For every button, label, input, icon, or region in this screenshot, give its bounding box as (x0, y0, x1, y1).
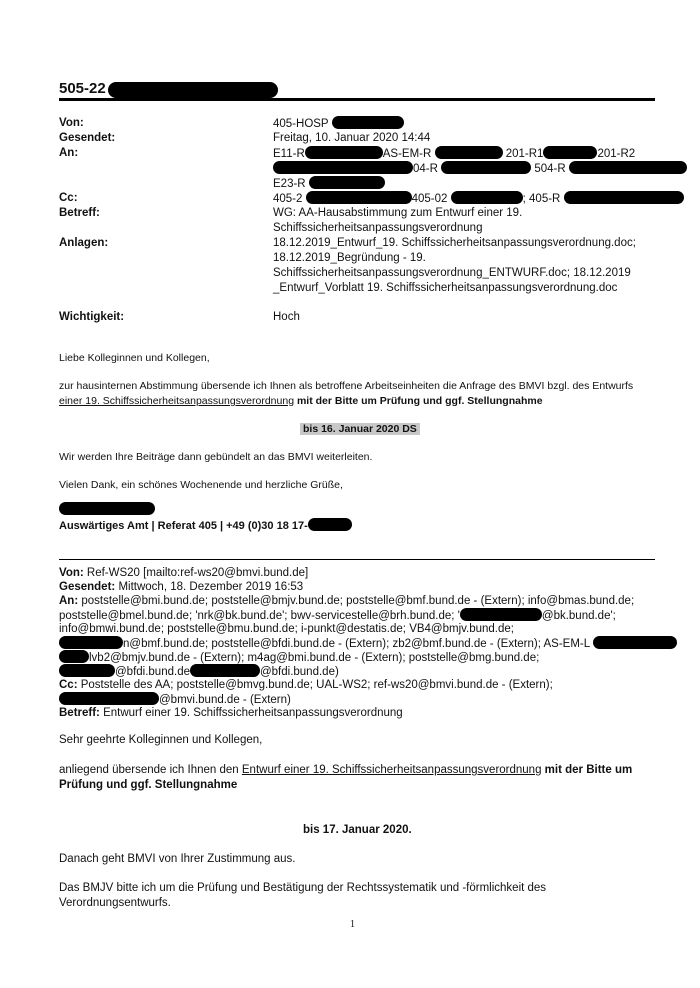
body-line-2: einer 19. Schiffssicherheitsanpassungsverordnung mit der Bitte um Prüfung und ggf. Stellungnahme (59, 395, 543, 407)
mail2-to-line-6: @bfdi.bund.de @bfdi.bund.de) (59, 664, 339, 679)
to-line-2: 04-R 504-R (273, 161, 687, 176)
label-from: Von: (59, 117, 84, 129)
redaction (593, 636, 677, 649)
label-cc: Cc: (59, 192, 78, 204)
mail2-greeting: Sehr geehrte Kolleginnen und Kollegen, (59, 734, 263, 746)
mail2-cc-line-2: @bmvi.bund.de - (Extern) (59, 692, 291, 707)
redaction (435, 146, 503, 159)
redaction (59, 692, 159, 705)
page-number: 1 (350, 919, 355, 930)
label-to: An: (59, 147, 79, 159)
signature: Auswärtiges Amt | Referat 405 | +49 (0)30 18 17- (59, 518, 352, 532)
label-attachments: Anlagen: (59, 237, 109, 249)
mail2-to-line-2: poststelle@bmel.bund.de; 'nrk@bk.bund.de'; bwv-servicestelle@brh.bund.de; ' @bk.bund.de'; (59, 610, 616, 622)
mail2-sent: Gesendet: Mittwoch, 18. Dezember 2019 16:53 (59, 581, 304, 593)
to-line-1: E11-R AS-EM-R 201-R1 201-R2 (273, 148, 636, 160)
redaction (108, 82, 278, 98)
mail2-body-line-4: Das BMJV bitte ich um die Prüfung und Bestätigung der Rechtssystematik und -förmlichkeit des (59, 882, 547, 894)
mail2-body-link[interactable]: Entwurf einer 19. Schiffssicherheitsanpassungsverordnung (241, 764, 542, 776)
subject-line-1: WG: AA-Hausabstimmung zum Entwurf einer 19. (273, 207, 523, 219)
attachments-line-2: 18.12.2019_Begründung - 19. (273, 252, 426, 264)
closing: Vielen Dank, ein schönes Wochenende und herzliche Grüße, (59, 479, 343, 491)
redaction (332, 116, 404, 129)
redaction (569, 161, 687, 174)
mail2-to-line-5: lvb2@bmjv.bund.de - (Extern); m4ag@bmi.bund.de - (Extern); poststelle@bmg.bund.de; (59, 650, 539, 665)
redaction (59, 650, 89, 663)
redaction (460, 608, 542, 621)
cc-value: 405-2 405-02 ; 405-R (273, 191, 684, 206)
separator-rule (59, 559, 655, 560)
label-subject: Betreff: (59, 207, 100, 219)
redaction (59, 502, 155, 515)
redaction (441, 161, 531, 174)
mail2-from: Von: Ref-WS20 [mailto:ref-ws20@bmvi.bund.de] (59, 567, 309, 579)
redaction (309, 176, 385, 189)
label-importance: Wichtigkeit: (59, 311, 125, 323)
mail2-to-line-4: n@bmf.bund.de; poststelle@bfdi.bund.de - (Extern); zb2@bmf.bund.de - (Extern); AS-EM-L (59, 636, 677, 651)
body-line-3: Wir werden Ihre Beiträge dann gebündelt an das BMVI weiterleiten. (59, 451, 373, 463)
redaction (273, 161, 413, 174)
mail2-body-line-1: anliegend übersende ich Ihnen den Entwurf einer 19. Schiffssicherheitsanpassungsverordnung mit der Bitte um (59, 764, 633, 776)
subject-line-2: Schiffssicherheitsanpassungsverordnung (273, 222, 483, 234)
redaction (543, 146, 597, 159)
to-line-3: E23-R (273, 176, 385, 191)
body-link[interactable]: einer 19. Schiffssicherheitsanpassungsverordnung (59, 395, 295, 407)
mail2-body-line-5: Verordnungsentwurfs. (59, 897, 171, 909)
from-value: 405-HOSP (273, 116, 404, 131)
mail2-subject: Betreff: Entwurf einer 19. Schiffssicherheitsanpassungsverordnung (59, 707, 403, 719)
redaction (564, 191, 684, 204)
deadline-highlight: bis 16. Januar 2020 DS (300, 423, 420, 435)
mail2-to-line-1: An: poststelle@bmi.bund.de; poststelle@bmjv.bund.de; poststelle@bmf.bund.de - (Extern); info@bmas.bund.de; (59, 595, 635, 607)
redaction (305, 146, 383, 159)
redaction (306, 191, 412, 204)
attachments-line-3: Schiffssicherheitsanpassungsverordnung_ENTWURF.doc; 18.12.2019 (273, 267, 631, 279)
mail2-deadline: bis 17. Januar 2020. (303, 824, 412, 836)
mail2-cc-line-1: Cc: Poststelle des AA; poststelle@bmvg.bund.de; UAL-WS2; ref-ws20@bmvi.bund.de - (Extern); (59, 679, 553, 691)
mail2-to-line-3: info@bmwi.bund.de; poststelle@bmu.bund.de; i-punkt@destatis.de; VB4@bmjv.bund.de; (59, 623, 514, 635)
redaction (451, 191, 523, 204)
mail2-body-line-2: Prüfung und ggf. Stellungnahme (59, 779, 238, 791)
label-sent: Gesendet: (59, 132, 116, 144)
header-rule (59, 98, 655, 101)
redaction (190, 664, 260, 677)
mail2-body-line-3: Danach geht BMVI von Ihrer Zustimmung aus. (59, 853, 296, 865)
body-line-1: zur hausinternen Abstimmung übersende ich Ihnen als betroffene Arbeitseinheiten die Anfrage des BMVI bzgl. des Entwurfs (59, 380, 634, 392)
redaction (308, 518, 352, 531)
attachments-line-4: _Entwurf_Vorblatt 19. Schiffssicherheitsanpassungsverordnung.doc (273, 282, 618, 294)
redaction (59, 636, 123, 649)
redaction (59, 664, 115, 677)
document-reference: 505-22 (59, 80, 106, 97)
sent-value: Freitag, 10. Januar 2020 14:44 (273, 132, 431, 144)
attachments-line-1: 18.12.2019_Entwurf_19. Schiffssicherheitsanpassungsverordnung.doc; (273, 237, 636, 249)
importance-value: Hoch (273, 311, 300, 323)
greeting: Liebe Kolleginnen und Kollegen, (59, 352, 210, 364)
